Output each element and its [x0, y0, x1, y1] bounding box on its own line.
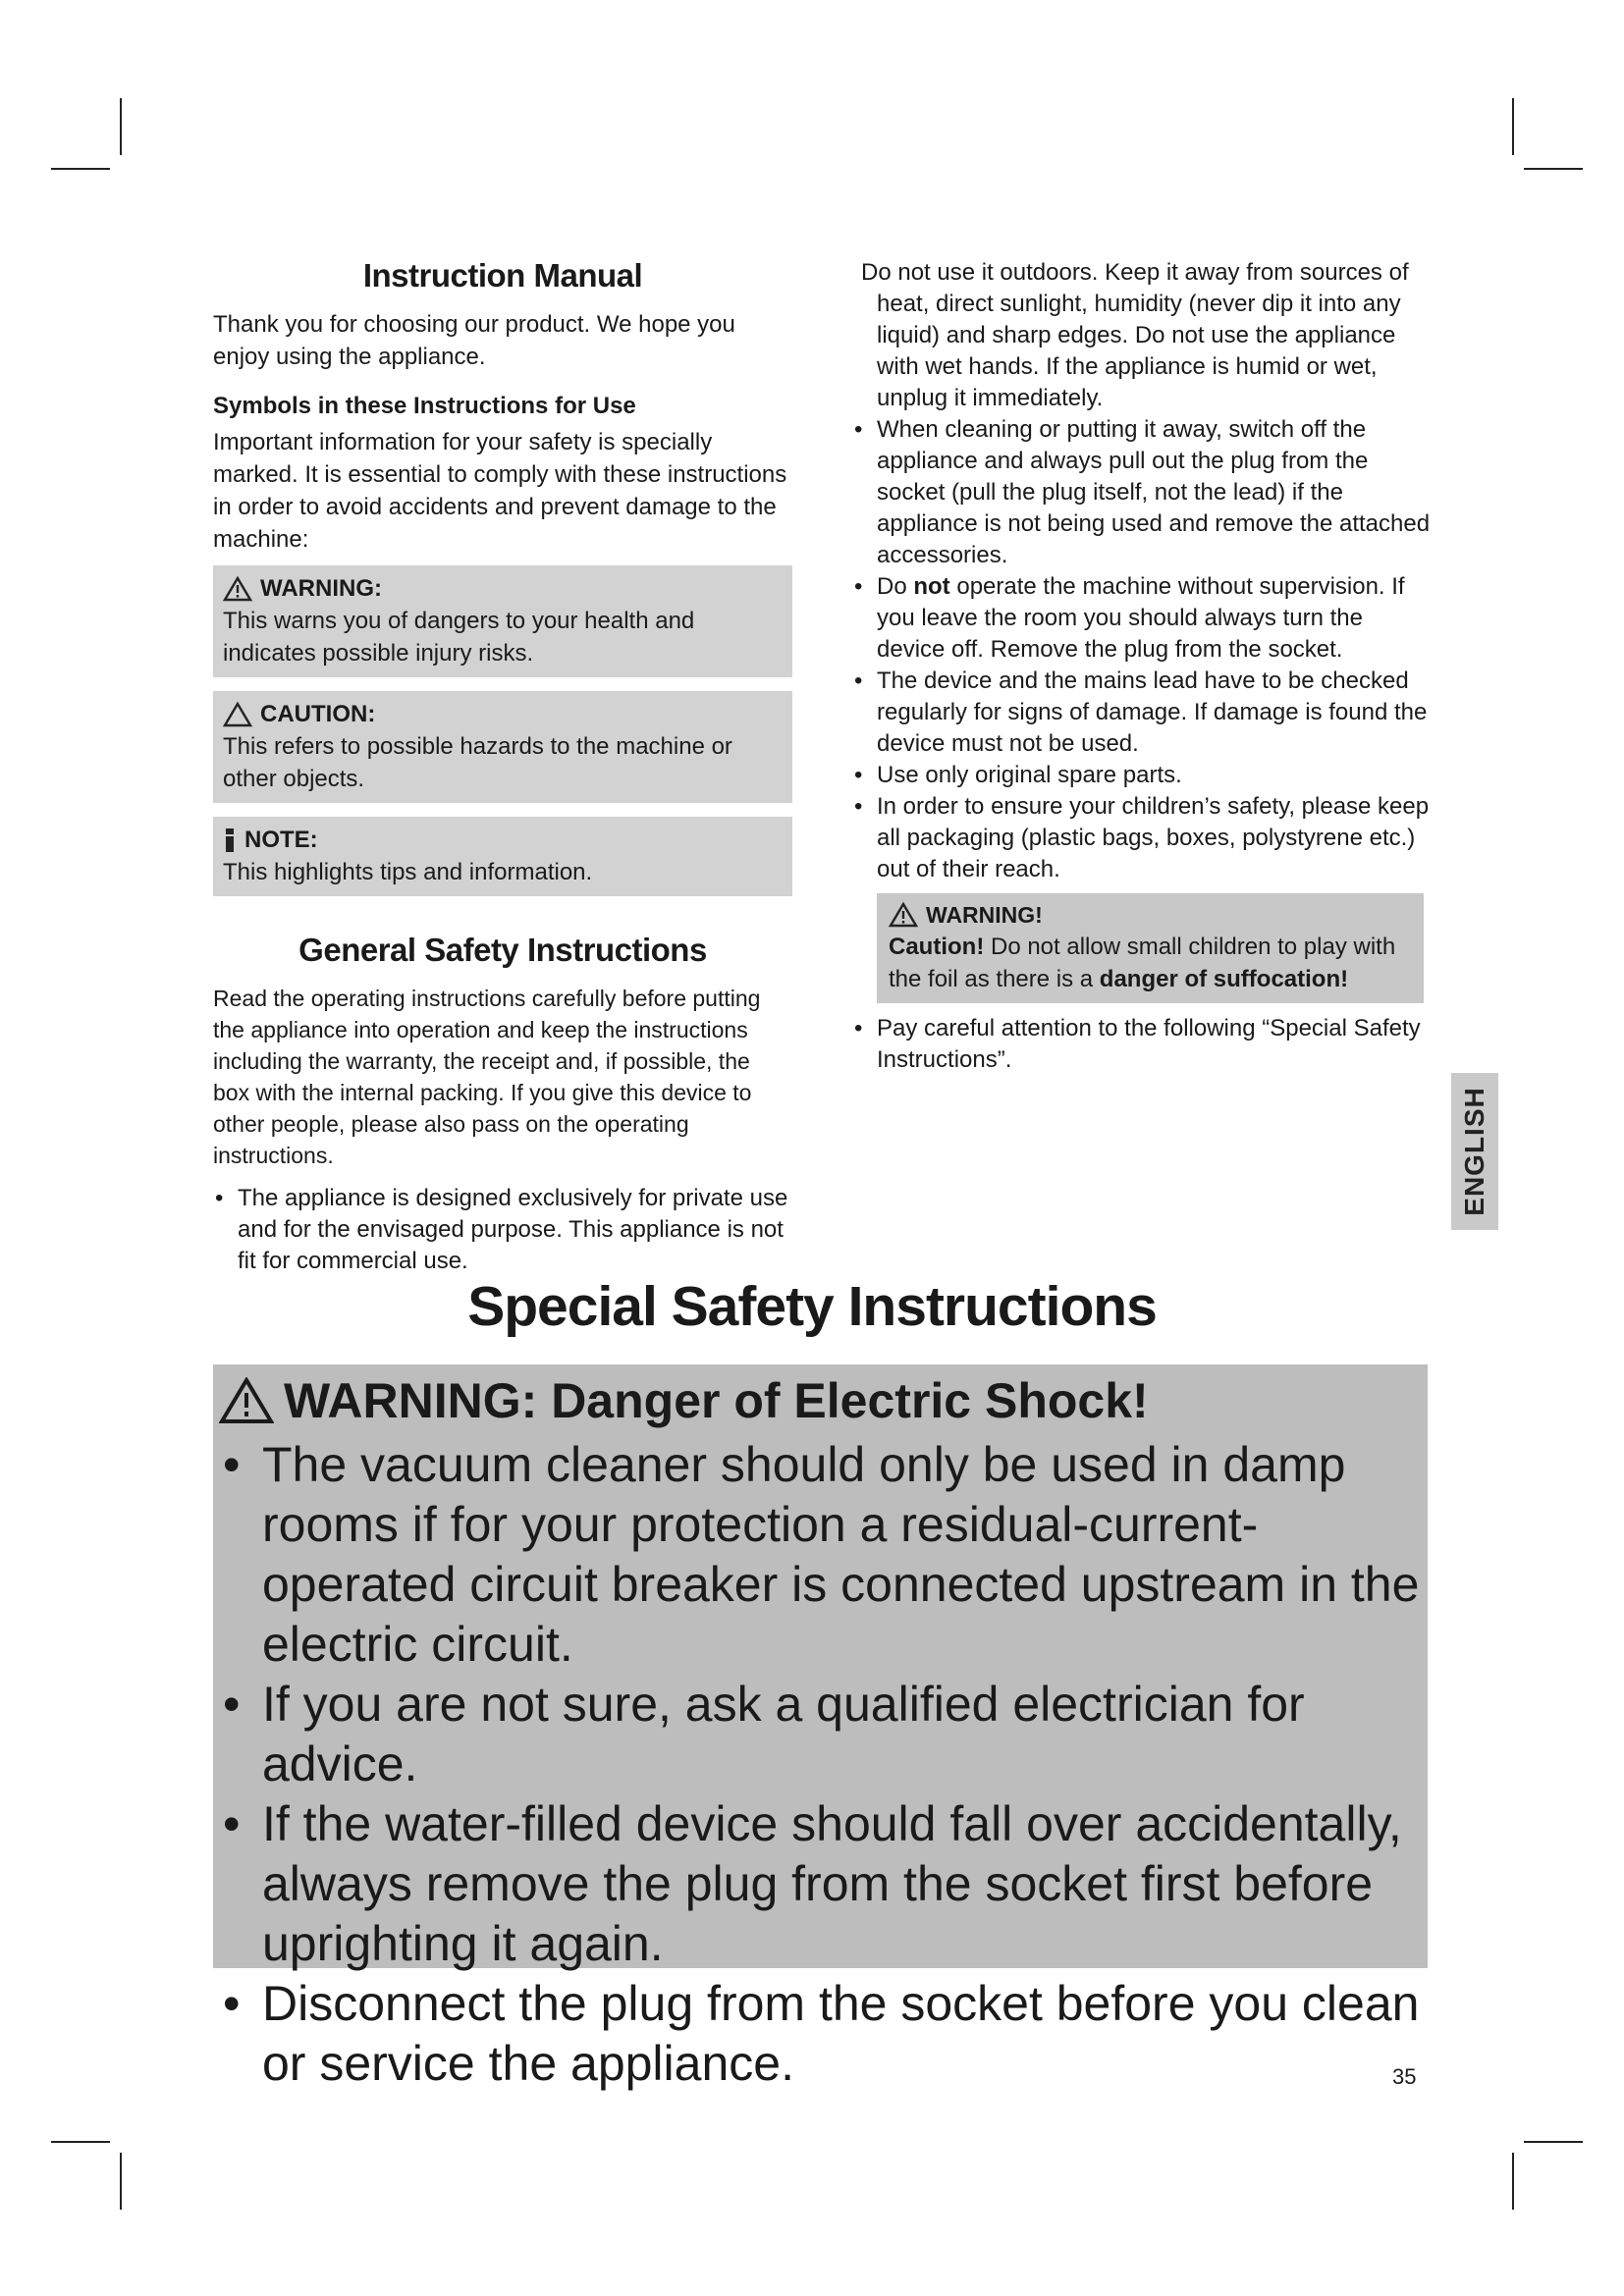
symbols-text: Important information for your safety is specially marked. It is essential to comply with these instructions in order to avoid accidents and prevent damage to the machine:	[213, 429, 787, 553]
list-item: • The vacuum cleaner should only be used in damp rooms if for your protection a residual-current-operated circuit breaker is connected upstream in the electric circuit.	[223, 1437, 1420, 1672]
list-item: • Pay careful attention to the following “Special Safety Instructions”.	[854, 1015, 1421, 1073]
list-item: • If you are not sure, ask a qualified electrician for advice.	[223, 1677, 1305, 1791]
suffocation-warning-box	[877, 893, 1424, 1003]
electric-shock-warning-header	[213, 1372, 1149, 1429]
caution-label: CAUTION:	[260, 701, 376, 727]
caution-triangle-icon	[223, 702, 252, 727]
electric-shock-list	[213, 1435, 1428, 2094]
continued-text: Do not use it outdoors. Keep it away from sources of heat, direct sunlight, humidity (never dip it into any liquid) and sharp edges. Do not use the appliance with wet hands. If the appliance is humid or wet, unplug it immediately.	[861, 259, 1409, 411]
crop-mark	[1524, 2141, 1583, 2143]
note-text: This highlights tips and information.	[223, 859, 593, 885]
suffocation-warning-label: WARNING!	[926, 902, 1043, 928]
list-item: • In order to ensure your children’s safety, please keep all packaging (plastic bags, boxes, polystyrene etc.) out of their reach.	[854, 793, 1430, 882]
suffocation-warning-header	[889, 899, 1414, 931]
note-box	[213, 817, 792, 896]
list-item: • The appliance is designed exclusively for private use and for the envisaged purpose. This appliance is not fit for commercial use.	[215, 1185, 788, 1274]
info-icon	[223, 828, 237, 853]
right-bullets-end	[852, 1013, 1432, 1076]
caution-text: This refers to possible hazards to the machine or other objects.	[223, 733, 732, 792]
note-label: NOTE:	[244, 827, 318, 853]
warning-box	[213, 565, 792, 677]
symbols-heading: Symbols in these Instructions for Use	[213, 393, 636, 419]
page-number: 35	[1392, 2064, 1417, 2089]
crop-mark	[120, 2153, 122, 2210]
language-tab	[1451, 1073, 1498, 1230]
list-item: • The device and the mains lead have to be checked regularly for signs of damage. If damage is found the device must not be used.	[854, 667, 1428, 757]
special-safety-title: Special Safety Instructions	[467, 1275, 1157, 1338]
instruction-manual-title: Instruction Manual	[362, 257, 643, 294]
warning-header	[223, 573, 783, 605]
caution-header	[223, 699, 783, 730]
crop-mark	[51, 168, 110, 170]
warning-text: This warns you of dangers to your health and indicates possible injury risks.	[223, 608, 695, 667]
suffocation-warning-text: Caution! Do not allow small children to play with the foil as there is a danger of suffocation!	[889, 934, 1396, 992]
intro-text: Thank you for choosing our product. We hope you enjoy using the appliance.	[213, 311, 735, 370]
general-bullets	[213, 1183, 792, 1277]
electric-shock-warning-label: WARNING: Danger of Electric Shock!	[284, 1373, 1149, 1428]
left-column	[213, 257, 792, 1277]
warning-triangle-icon	[219, 1377, 274, 1424]
list-item: • If the water-filled device should fall over accidentally, always remove the plug from the socket first before uprighting it again.	[223, 1796, 1402, 1971]
crop-mark	[120, 98, 122, 155]
warning-triangle-icon	[889, 902, 918, 928]
general-safety-title: General Safety Instructions	[298, 932, 707, 968]
warning-label: WARNING:	[260, 575, 382, 602]
crop-mark	[51, 2141, 110, 2143]
list-item: • When cleaning or putting it away, switch off the appliance and always pull out the plug from the socket (pull the plug itself, not the lead) if the appliance is not being used and remove the attached accessories.	[854, 416, 1431, 568]
list-item: • Use only original spare parts.	[854, 762, 1182, 788]
crop-mark	[1512, 98, 1514, 155]
general-safety-text: Read the operating instructions carefully before putting the appliance into operation and keep the instructions including the warranty, the receipt and, if possible, the box with the internal packing. If you give this device to other people, please also pass on the operating instructions.	[213, 986, 761, 1168]
crop-mark	[1524, 168, 1583, 170]
note-header	[223, 825, 783, 856]
caution-box	[213, 691, 792, 803]
right-column	[852, 257, 1432, 1076]
right-bullets	[852, 414, 1432, 885]
list-item: • Disconnect the plug from the socket before you clean or service the appliance.	[223, 1976, 1420, 2091]
list-item: • Do not operate the machine without supervision. If you leave the room you should always turn the device off. Remove the plug from the socket.	[854, 573, 1405, 663]
language-tab-label: ENGLISH	[1459, 1087, 1489, 1216]
crop-mark	[1512, 2153, 1514, 2210]
warning-triangle-icon	[223, 576, 252, 602]
